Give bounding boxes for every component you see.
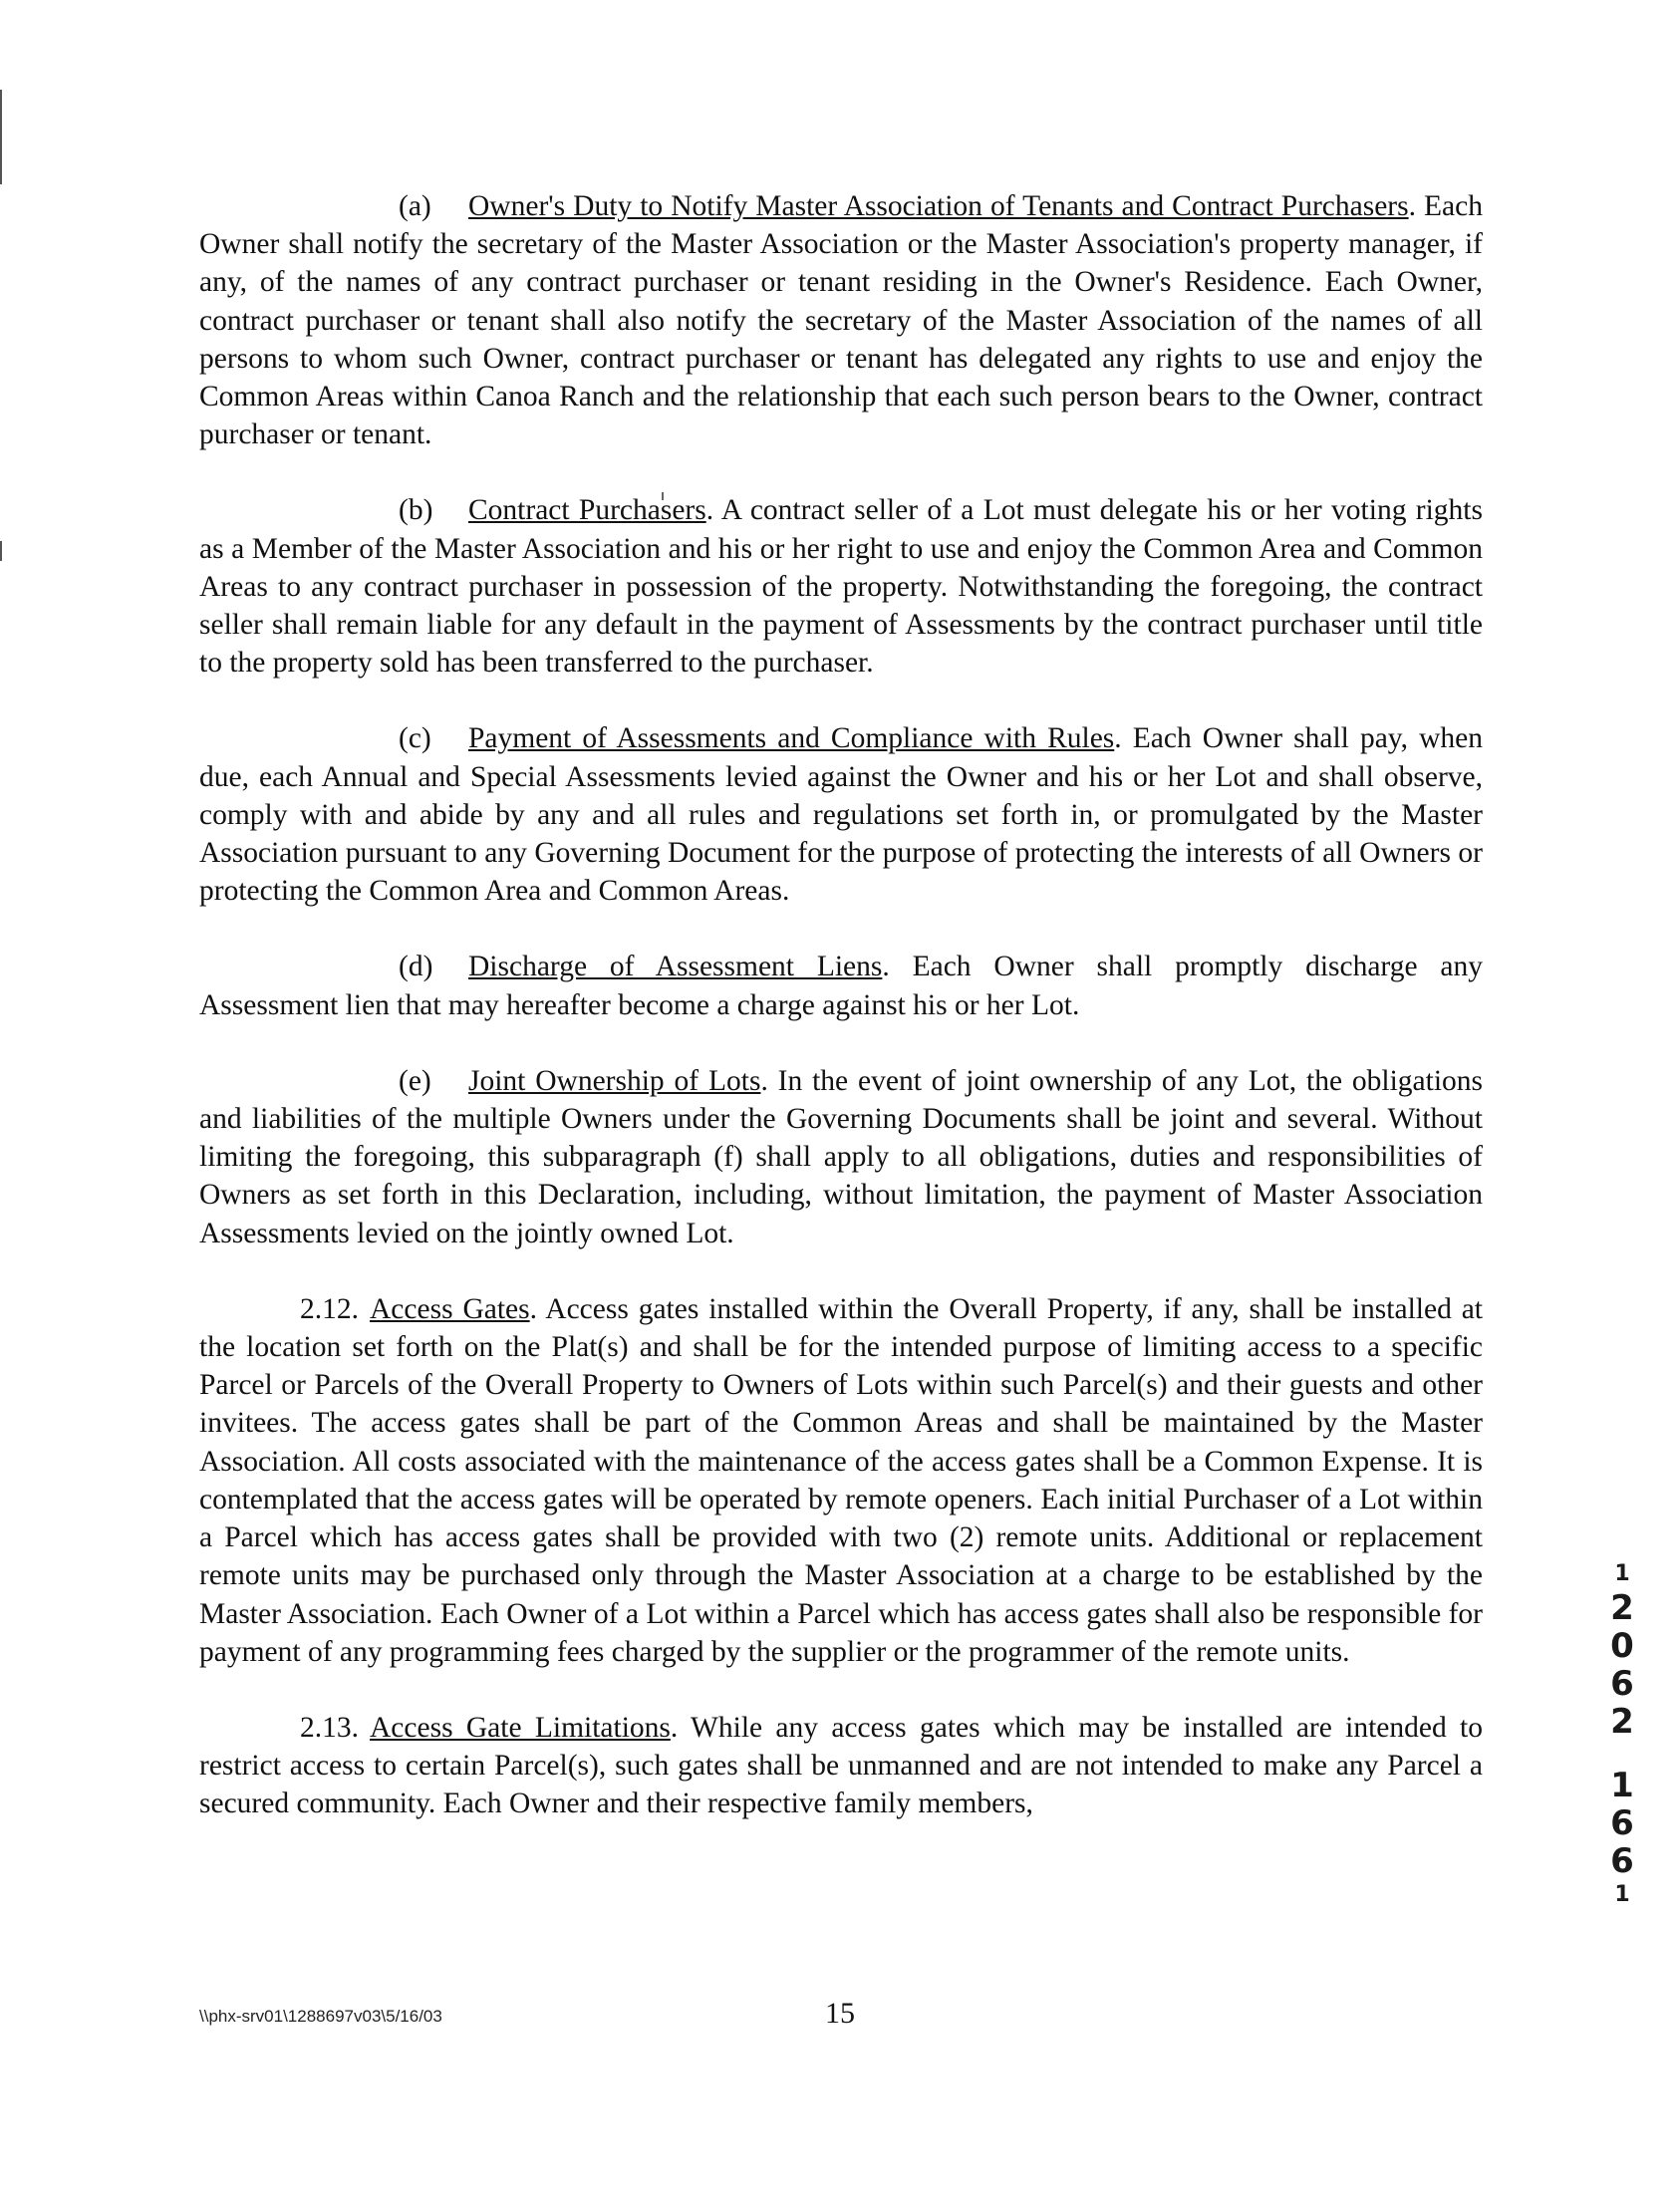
section-number: 2.13. (300, 1711, 359, 1744)
stamp-digit: 0 (1610, 1626, 1634, 1666)
section-title: Access Gates (370, 1292, 530, 1325)
section-title: Access Gate Limitations (370, 1711, 671, 1744)
paragraph-b (199, 491, 1483, 682)
stamp-digit: 1 (1614, 1882, 1630, 1907)
scan-edge-mark (0, 90, 2, 184)
paragraph-c (199, 719, 1483, 910)
stamp-group-2 (1602, 1767, 1642, 1910)
stamp-digit: 1 (1610, 1766, 1634, 1805)
section-number: 2.12. (300, 1292, 359, 1325)
section-2-13 (199, 1709, 1483, 1823)
paragraph-title: Joint Ownership of Lots (468, 1064, 761, 1097)
stamp-digit: 6 (1610, 1664, 1634, 1704)
paragraph-title: Owner's Duty to Notify Master Association of Tenants and Contract Purchasers (468, 190, 1409, 222)
stamp-digit: 2 (1610, 1702, 1634, 1742)
paragraph-label: (d) (399, 951, 433, 983)
paragraph-title: Payment of Assessments and Compliance with Rules (468, 722, 1115, 755)
paragraph-d (199, 948, 1483, 1023)
section-2-12 (199, 1290, 1483, 1671)
stamp-digit: 1 (1614, 1561, 1630, 1586)
stamp-digit: 6 (1610, 1841, 1634, 1881)
recording-number-stamp (1602, 1559, 1642, 1936)
paragraph-label: (a) (399, 190, 431, 222)
paragraph-label: (c) (399, 722, 431, 755)
section-text: . While any access gates which may be installed are intended to restrict access to certain Parcel(s), such gates shall be unmanned and are not intended to make any Parcel a secured community. Each Owner and their respective family members, (199, 1711, 1483, 1820)
paragraph-text: . Each Owner shall promptly discharge any Assessment lien that may hereafter become a charge against his or her Lot. (199, 951, 1484, 1021)
paragraph-text: . Each Owner shall pay, when due, each Annual and Special Assessments levied against the Owner and his or her Lot and shall observe, comply with and abide by any and all rules and regulations set forth in, or promulgated by the Master Association pursuant to any Governing Document for the purpose of protecting the interests of all Owners or protecting the Common Area and Common Areas. (199, 722, 1483, 908)
document-body (199, 187, 1483, 1861)
stamp-digit: 2 (1610, 1588, 1634, 1628)
scan-edge-mark (0, 541, 2, 561)
paragraph-text: . Each Owner shall notify the secretary of the Master Association or the Master Association's property manager, if any, of the names of any contract purchaser or tenant residing in the Owner's Residence. Each Owner, contract purchaser or tenant shall also notify the secretary of the Master Association of the names of all persons to whom such Owner, contract purchaser or tenant has delegated any rights to use and enjoy the Common Areas within Canoa Ranch and the relationship that each such person bears to the Owner, contract purchaser or tenant. (199, 190, 1483, 451)
paragraph-label: (b) (399, 494, 433, 527)
paragraph-title: Contract Purchasers (468, 494, 706, 527)
paragraph-text: . A contract seller of a Lot must delegate his or her voting rights as a Member of the Master Association and his or her right to use and enjoy the Common Area and Common Areas to any contract purchaser in possession of the property. Notwithstanding the foregoing, the contract seller shall remain liable for any default in the payment of Assessments by the contract purchaser until title to the property sold has been transferred to the purchaser. (199, 494, 1483, 680)
section-text: . Access gates installed within the Overall Property, if any, shall be installed at the location set forth on the Plat(s) and shall be for the intended purpose of limiting access to a specific Parcel or Parcels of the Overall Property to Owners of Lots within such Parcel(s) and their guests and other invitees. The access gates shall be part of the Common Areas and shall be maintained by the Master Association. All costs associated with the maintenance of the access gates shall be a Common Expense. It is contemplated that the access gates will be operated by remote openers. Each initial Purchaser of a Lot within a Parcel which has access gates shall be provided with two (2) remote units. Additional or replacement remote units may be purchased only through the Master Association at a charge to be established by the Master Association. Each Owner of a Lot within a Parcel which has access gates shall also be responsible for payment of any programming fees charged by the supplier or the programmer of the remote units. (199, 1292, 1484, 1668)
stamp-digit: 6 (1610, 1803, 1634, 1843)
page-number: 15 (825, 1997, 855, 2030)
paragraph-e (199, 1062, 1483, 1252)
paragraph-text: . In the event of joint ownership of any Lot, the obligations and liabilities of the multiple Owners under the Governing Documents shall be joint and several. Without limiting the foregoing, this subparagraph (f) shall apply to all obligations, duties and responsibilities of Owners as set forth in this Declaration, including, without limitation, the payment of Master Association Assessments levied on the jointly owned Lot. (199, 1064, 1484, 1249)
paragraph-label: (e) (399, 1064, 431, 1097)
stamp-group-1 (1602, 1559, 1642, 1741)
paragraph-a (199, 187, 1483, 453)
document-path-footer: \\phx-srv01\1288697v03\5/16/03 (199, 2007, 442, 2026)
paragraph-title: Discharge of Assessment Liens (468, 951, 883, 983)
